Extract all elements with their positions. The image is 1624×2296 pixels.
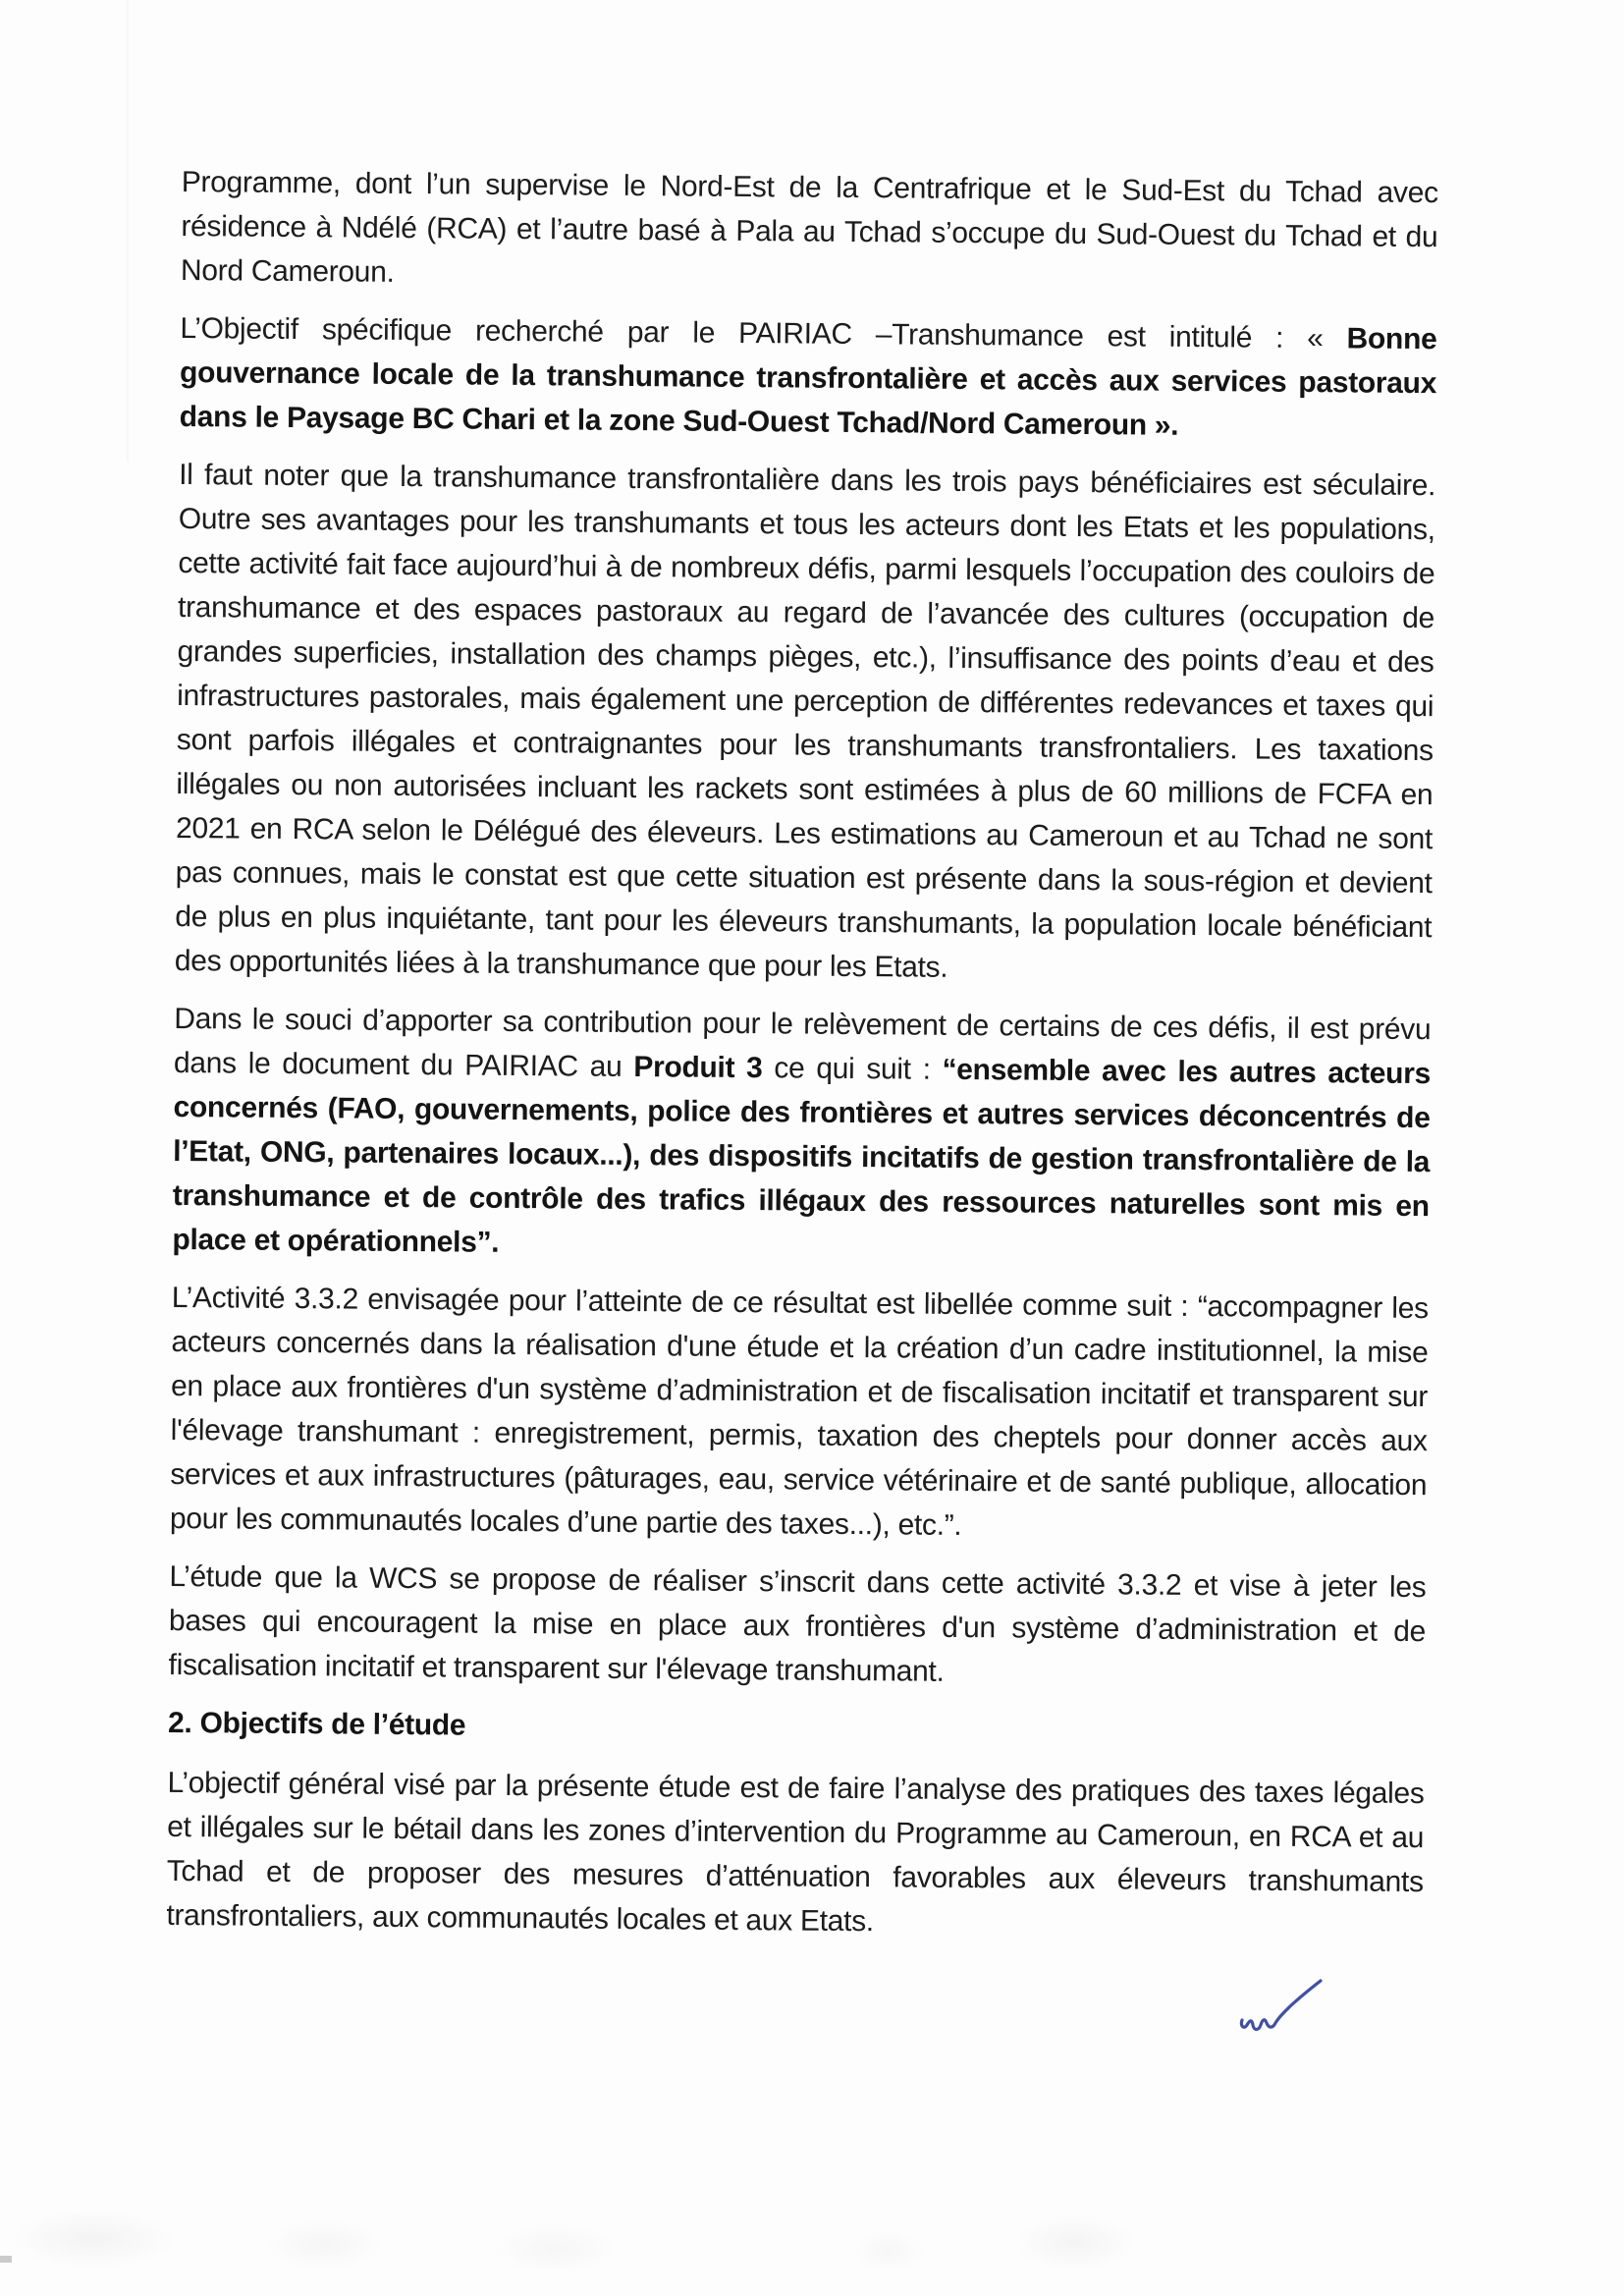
text-segment: L’objectif général visé par la présente étude est de faire l’analyse des pratiques des taxes légales et illégales sur le bétail dans les zones d’intervention du Programme au Cameroun, en RCA et au Tchad et de proposer des mesures d’atténuation favorables aux éleveurs transhumants transfrontaliers, aux communautés locales et aux Etats. bbox=[166, 1766, 1425, 1939]
text-segment-bold: “ensemble avec les autres acteurs concernés (FAO, gouvernements, police des frontières et autres services déconcentrés de l’Etat, ONG, partenaires locaux...), des dispositifs incitatifs de gestion transfrontalière de la transhumance et de contrôle des trafics illégaux des ressources naturelles sont mis en place et opérationnels”. bbox=[172, 1053, 1432, 1259]
text-segment: L’Activité 3.3.2 envisagée pour l’atteinte de ce résultat est libellée comme suit : “accompagner les acteurs concernés dans la réalisation d'une étude et la création d’un cadre institutionnel, la mise en place aux frontières d'un système d’administration et de fiscalisation incitatif et transparent sur l'élevage transhumant : enregistrement, permis, taxation des cheptels pour donner accès aux services et aux infrastructures (pâturages, eau, service vétérinaire et de santé publique, allocation pour les communautés locales d’une partie des taxes...), etc.”. bbox=[169, 1281, 1429, 1542]
text-segment: L’Objectif spécifique recherché par le PAIRIAC –Transhumance est intitulé : « bbox=[180, 311, 1347, 355]
document-text-block bbox=[166, 160, 1438, 1948]
paragraph-objectif-specifique bbox=[180, 306, 1437, 450]
paragraph-etude-wcs bbox=[168, 1555, 1426, 1698]
scan-smudge-artifacts bbox=[0, 2121, 1624, 2269]
section-heading-objectifs bbox=[168, 1701, 1425, 1756]
paragraph-programme-context bbox=[181, 160, 1438, 303]
paragraph-defis-transhumance bbox=[175, 453, 1436, 994]
heading-text: 2. Objectifs de l’étude bbox=[167, 1706, 466, 1742]
text-segment: Programme, dont l’un supervise le Nord-Est de la Centrafrique et le Sud-Est du Tchad avec résidence à Ndélé (RCA) et l’autre basé à Pala au Tchad s’occupe du Sud-Ouest du Tchad et du Nord Cameroun. bbox=[180, 165, 1438, 289]
scan-corner-speck bbox=[0, 2256, 12, 2263]
paragraph-objectif-general bbox=[166, 1761, 1425, 1948]
scan-streak-artifact bbox=[127, 0, 129, 462]
paragraph-produit-3 bbox=[172, 997, 1431, 1273]
text-segment: Il faut noter que la transhumance transfrontalière dans les trois pays bénéficiaires est séculaire. Outre ses avantages pour les transhumants et tous les acteurs dont les Etats et les populations, cette activité fait face aujourd’hui à de nombreux défis, parmi lesquels l’occupation des couloirs de transhumance et des espaces pastoraux au regard de l’avancée des cultures (occupation de grandes superficies, installation des champs pièges, etc.), l’insuffisance des points d’eau et des infrastructures pastorales, mais également une perception de différentes redevances et taxes qui sont parfois illégales et contraignantes pour les transhumants transfrontaliers. Les taxations illégales ou non autorisées incluant les rackets sont estimées à plus de 60 millions de FCFA en 2021 en RCA selon le Délégué des éleveurs. Les estimations au Cameroun et au Tchad ne sont pas connues, mais le constat est que cette situation est présente dans la sous-région et devient de plus en plus inquiétante, tant pour les éleveurs transhumants, la population locale bénéficiant des opportunités liées à la transhumance que pour les Etats. bbox=[174, 458, 1436, 984]
text-segment: ce qui suit : bbox=[762, 1052, 943, 1086]
pen-stroke bbox=[1241, 1981, 1321, 2030]
text-segment-bold: Bonne gouvernance locale de la transhumance transfrontalière et accès aux services pastoraux dans le Paysage BC Chari et la zone Sud-Ouest Tchad/Nord Cameroun ». bbox=[179, 322, 1437, 442]
pen-mark-squiggle bbox=[1233, 1976, 1331, 2037]
text-segment: Dans le souci d’apporter sa contribution pour le relèvement de certains de ces défis, il est prévu dans le document du PAIRIAC au bbox=[173, 1002, 1432, 1084]
text-segment-bold: Produit 3 bbox=[633, 1051, 763, 1085]
text-segment: L’étude que la WCS se propose de réaliser s’inscrit dans cette activité 3.3.2 et vise à jeter les bases qui encouragent la mise en place aux frontières d'un système d’administration et de fiscalisation incitatif et transparent sur l'élevage transhumant. bbox=[168, 1559, 1427, 1688]
paragraph-activite-332 bbox=[170, 1276, 1429, 1552]
